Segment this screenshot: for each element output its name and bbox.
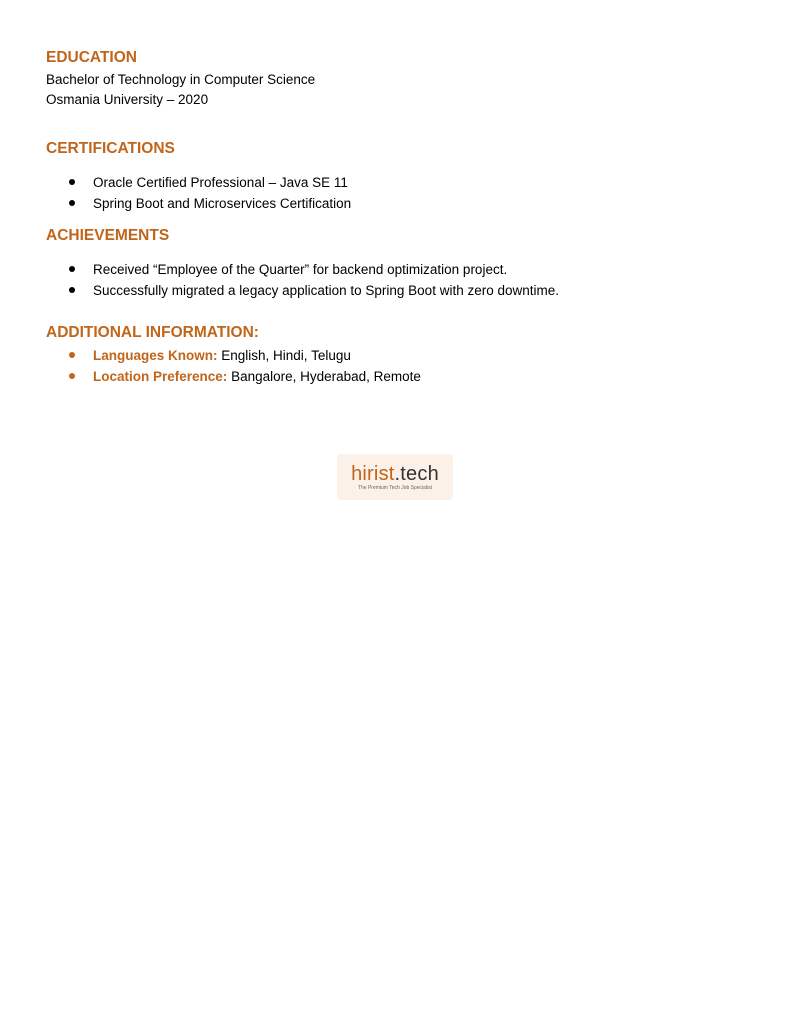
certifications-list <box>46 172 351 214</box>
certification-text: Oracle Certified Professional – Java SE 11 <box>93 175 348 190</box>
certification-text: Spring Boot and Microservices Certification <box>93 196 352 211</box>
hirist-logo <box>337 454 453 500</box>
list-item <box>46 366 421 387</box>
additional-information-list <box>46 345 421 387</box>
bullet-icon <box>69 352 75 358</box>
list-item <box>46 345 421 366</box>
additional-information-section <box>46 323 421 387</box>
location-label: Location Preference: <box>93 369 228 384</box>
logo-brand-first: hirist <box>351 463 395 485</box>
logo-tagline: The Premium Tech Job Specialist <box>357 485 433 491</box>
logo-wordmark <box>337 454 453 485</box>
achievements-list <box>46 259 559 301</box>
resume-page <box>46 48 746 384</box>
list-item <box>46 193 351 214</box>
bullet-icon <box>69 287 75 293</box>
education-heading: EDUCATION <box>46 49 137 66</box>
education-degree: Bachelor of Technology in Computer Science <box>46 72 316 87</box>
bullet-icon <box>69 179 75 185</box>
bullet-icon <box>69 200 75 206</box>
list-item <box>46 259 559 280</box>
languages-value: English, Hindi, Telugu <box>221 348 351 363</box>
achievement-text: Successfully migrated a legacy application to Spring Boot with zero downtime. <box>93 283 559 298</box>
additional-information-heading: ADDITIONAL INFORMATION: <box>46 324 259 341</box>
logo-brand-second: .tech <box>394 463 439 485</box>
achievements-section <box>46 226 559 301</box>
list-item <box>46 280 559 301</box>
languages-label: Languages Known: <box>93 348 218 363</box>
bullet-icon <box>69 266 75 272</box>
list-item <box>46 172 351 193</box>
certifications-heading: CERTIFICATIONS <box>46 140 175 157</box>
location-value: Bangalore, Hyderabad, Remote <box>231 369 421 384</box>
certifications-section <box>46 139 351 214</box>
achievements-heading: ACHIEVEMENTS <box>46 227 170 244</box>
education-section <box>46 48 746 148</box>
education-university: Osmania University – 2020 <box>46 92 209 107</box>
bullet-icon <box>69 373 75 379</box>
achievement-text: Received “Employee of the Quarter” for backend optimization project. <box>93 262 508 277</box>
